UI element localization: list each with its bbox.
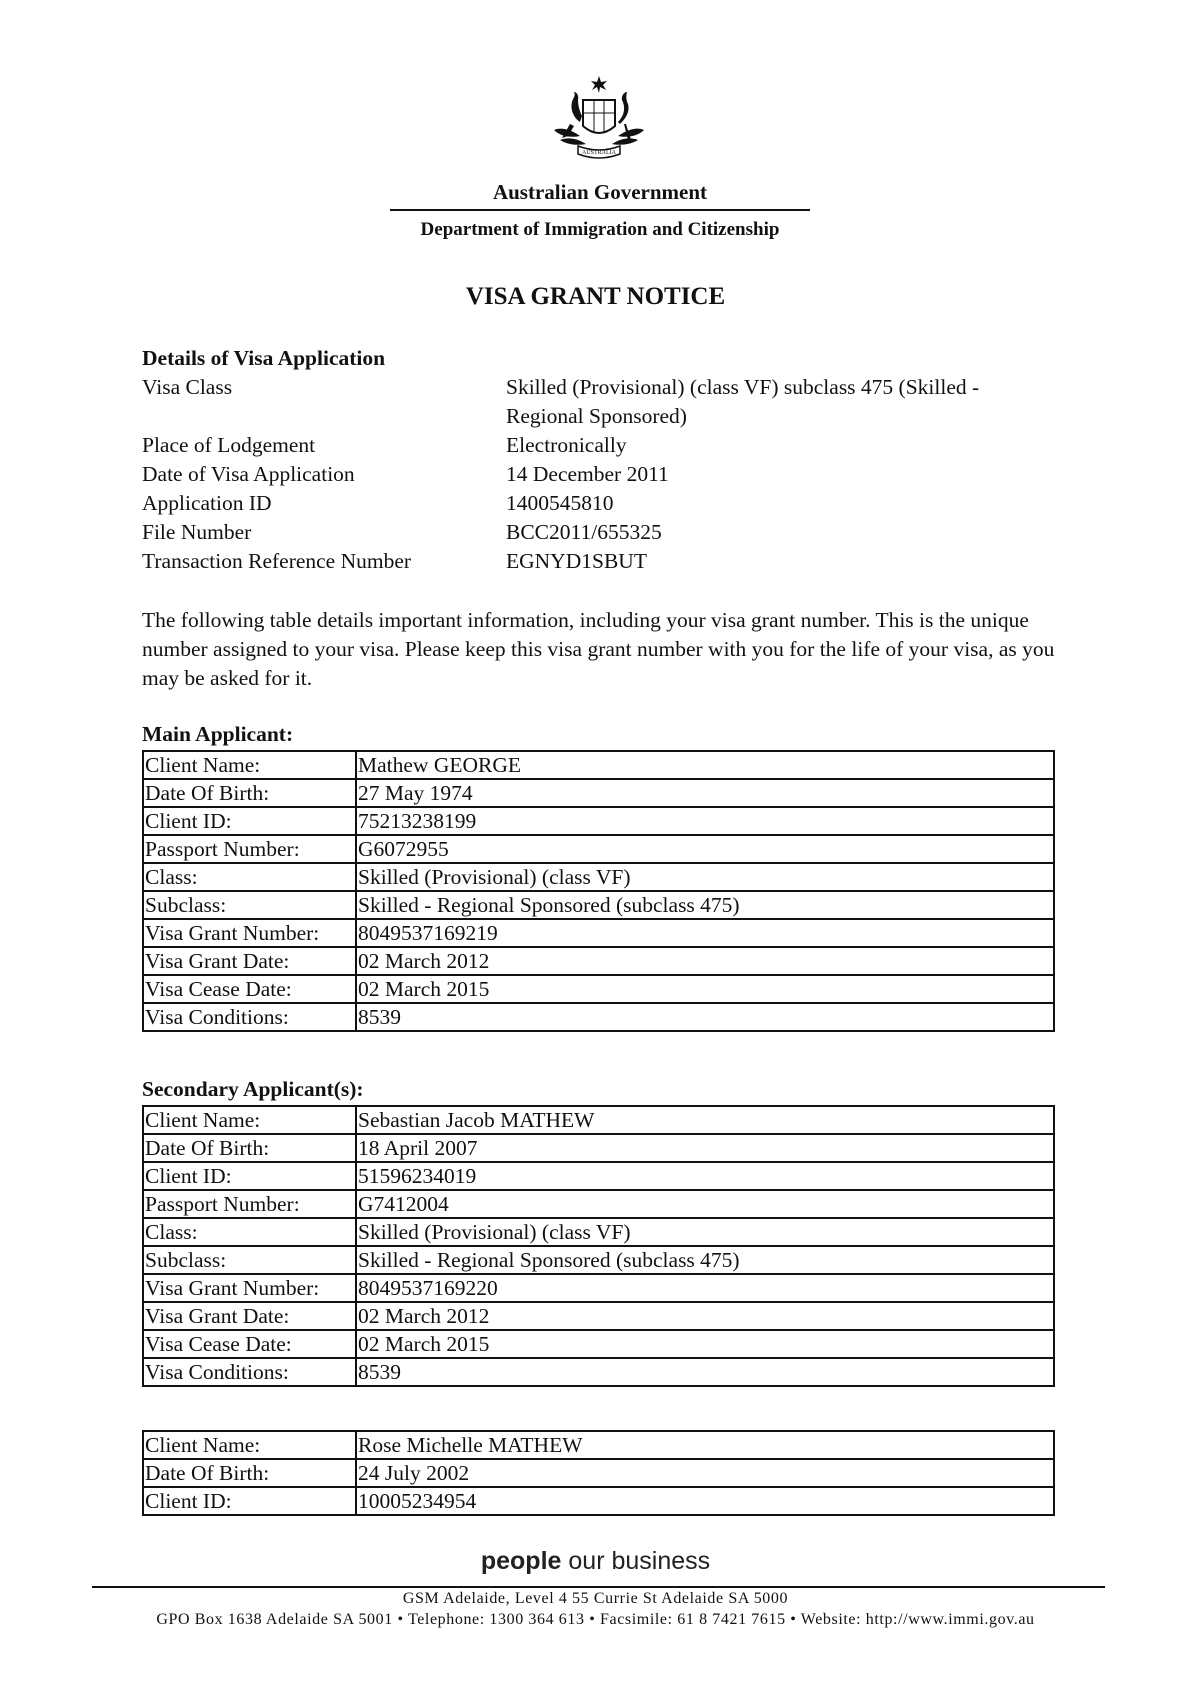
header-divider	[390, 209, 810, 211]
footer-contact: GPO Box 1638 Adelaide SA 5001 • Telephone: 1300 364 613 • Facsimile: 61 8 7421 7615 • Website: http://www.immi.gov.au	[156, 1611, 1035, 1628]
field-value: 02 March 2012	[356, 947, 1054, 975]
field-value: 18 April 2007	[356, 1134, 1054, 1162]
detail-row-file-number: File Number BCC2011/655325	[142, 520, 662, 544]
field-label: Visa Grant Date:	[143, 1302, 356, 1330]
intro-paragraph: The following table details important information, including your visa grant number. This is the unique number assigned to your visa. Please keep this visa grant number with you for the life of your visa, as you may be asked for it.	[142, 608, 1055, 690]
field-value: 8049537169219	[356, 919, 1054, 947]
government-name: Australian Government	[492, 180, 708, 204]
table-row	[143, 1106, 1054, 1134]
table-row	[143, 1330, 1054, 1358]
field-value: Skilled - Regional Sponsored (subclass 475)	[356, 1246, 1054, 1274]
field-value: 8049537169220	[356, 1274, 1054, 1302]
application-details	[142, 344, 1062, 576]
table-row	[143, 975, 1054, 1003]
main-applicant-heading: Main Applicant:	[142, 722, 294, 746]
field-value: Sebastian Jacob MATHEW	[356, 1106, 1054, 1134]
field-label: Date Of Birth:	[143, 1134, 356, 1162]
field-value: 75213238199	[356, 807, 1054, 835]
field-label: Visa Grant Number:	[143, 919, 356, 947]
footer-divider	[92, 1586, 1105, 1588]
detail-row-transaction-reference: Transaction Reference Number EGNYD1SBUT	[142, 549, 647, 573]
field-label: Client ID:	[143, 1487, 356, 1515]
secondary-applicant-table	[142, 1105, 1055, 1387]
detail-row-application-id: Application ID 1400545810	[142, 491, 614, 515]
field-value: 24 July 2002	[356, 1459, 1054, 1487]
table-row	[143, 1162, 1054, 1190]
field-value: Rose Michelle MATHEW	[356, 1431, 1054, 1459]
field-label: Client Name:	[143, 751, 356, 779]
table-row	[143, 891, 1054, 919]
field-value: 51596234019	[356, 1162, 1054, 1190]
field-value: Mathew GEORGE	[356, 751, 1054, 779]
table-row	[143, 1431, 1054, 1459]
table-row	[143, 1487, 1054, 1515]
field-value: Skilled - Regional Sponsored (subclass 475)	[356, 891, 1054, 919]
table-row	[143, 835, 1054, 863]
field-label: Client ID:	[143, 807, 356, 835]
table-row	[143, 1218, 1054, 1246]
table-row	[143, 919, 1054, 947]
coat-of-arms-icon	[534, 74, 664, 170]
field-value: G7412004	[356, 1190, 1054, 1218]
table-row	[143, 1274, 1054, 1302]
detail-row-place-of-lodgement: Place of Lodgement Electronically	[142, 433, 627, 457]
field-value: 02 March 2015	[356, 1330, 1054, 1358]
footer-slogan: people our business	[480, 1547, 711, 1575]
footer-address: GSM Adelaide, Level 4 55 Currie St Adelaide SA 5000	[402, 1590, 789, 1607]
table-row	[143, 1246, 1054, 1274]
field-label: Subclass:	[143, 1246, 356, 1274]
detail-row-application-date: Date of Visa Application 14 December 2011	[142, 462, 669, 486]
field-label: Subclass:	[143, 891, 356, 919]
field-value: 10005234954	[356, 1487, 1054, 1515]
field-value: Skilled (Provisional) (class VF)	[356, 1218, 1054, 1246]
detail-row-visa-class: Visa Class Skilled (Provisional) (class VF) subclass 475 (Skilled - Regional Sponsored)	[142, 375, 980, 428]
field-label: Class:	[143, 863, 356, 891]
field-label: Visa Cease Date:	[143, 1330, 356, 1358]
field-value: Skilled (Provisional) (class VF)	[356, 863, 1054, 891]
field-label: Visa Grant Number:	[143, 1274, 356, 1302]
table-row	[143, 1459, 1054, 1487]
field-label: Date Of Birth:	[143, 779, 356, 807]
field-label: Passport Number:	[143, 1190, 356, 1218]
field-value: 8539	[356, 1358, 1054, 1386]
page-title: VISA GRANT NOTICE	[465, 283, 726, 310]
table-row	[143, 947, 1054, 975]
field-value: 27 May 1974	[356, 779, 1054, 807]
field-label: Client ID:	[143, 1162, 356, 1190]
field-label: Passport Number:	[143, 835, 356, 863]
field-label: Visa Grant Date:	[143, 947, 356, 975]
field-label: Visa Conditions:	[143, 1358, 356, 1386]
field-value: 8539	[356, 1003, 1054, 1031]
table-row	[143, 807, 1054, 835]
department-name: Department of Immigration and Citizenship	[420, 219, 780, 240]
main-applicant-table	[142, 750, 1055, 1032]
field-label: Visa Conditions:	[143, 1003, 356, 1031]
field-label: Client Name:	[143, 1106, 356, 1134]
details-heading: Details of Visa Application	[142, 346, 386, 370]
table-row	[143, 1302, 1054, 1330]
field-label: Class:	[143, 1218, 356, 1246]
field-value: G6072955	[356, 835, 1054, 863]
table-row	[143, 1134, 1054, 1162]
table-row	[143, 863, 1054, 891]
table-row	[143, 1358, 1054, 1386]
field-label: Client Name:	[143, 1431, 356, 1459]
table-row	[143, 751, 1054, 779]
field-value: 02 March 2012	[356, 1302, 1054, 1330]
secondary-applicants-heading: Secondary Applicant(s):	[142, 1077, 364, 1101]
table-row	[143, 779, 1054, 807]
field-value: 02 March 2015	[356, 975, 1054, 1003]
table-row	[143, 1003, 1054, 1031]
table-row	[143, 1190, 1054, 1218]
field-label: Visa Cease Date:	[143, 975, 356, 1003]
secondary-applicant-table	[142, 1430, 1055, 1516]
crest-motto: AUSTRALIA	[582, 150, 616, 156]
field-label: Date Of Birth:	[143, 1459, 356, 1487]
